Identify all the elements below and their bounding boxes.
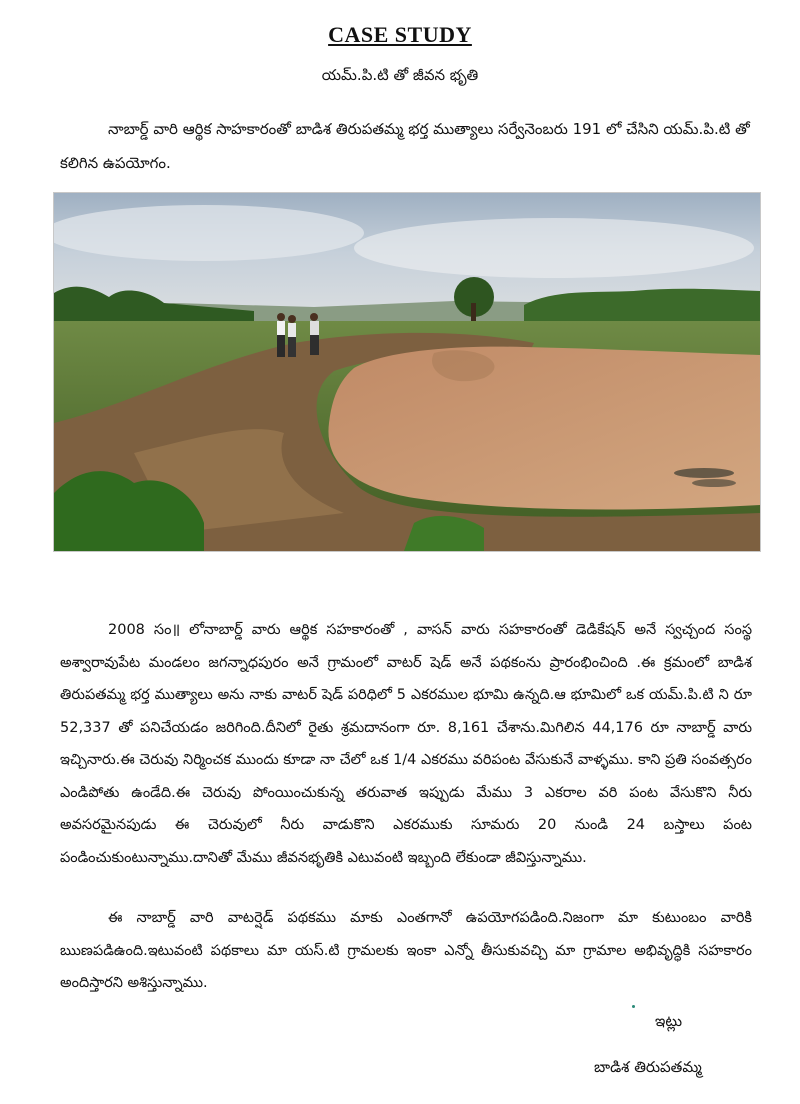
body-paragraph-1: 2008 సం॥ లోనాబార్డ్ వారు ఆర్థిక సహకారంతో , వాసన్ వారు సహకారంతో డెడికేషన్ అనే స్వచ్చంద సంస్థ అశ్వారావుపేట మండలం జగన్నాధపురం అనే గ్రామంలో వాటర్ షెడ్ అనే పథకంను ప్రారంభించింది .ఈ క్రమంలో బాడిశ తిరుపతమ్మ భర్త ముత్యాలు అను నాకు వాటర్ షెడ్ పరిధిలో 5 ఎకరముల భూమి ఉన్నది.ఆ భూమిలో ఒక యమ్.పి.టి ని రూ 52,337 తో పనిచేయడం జరిగింది.దీనిలో రైతు శ్రమదానంగా రూ. 8,161 చేశాను.మిగిలిన 44,176 రూ నాబార్డ్ వారు ఇచ్చినారు.ఈ చెరువు నిర్మించక ముందు కూడా నా చేలో ఒక 1/4 ఎకరము వరిపంట వేసుకునే వాళ్ళము. కాని ప్రతి సంవత్సరం ఎండిపోతు ఉండేది.ఈ చెరువు పోంయించుకున్న తరువాత ఇప్పుడు మేము 3 ఎకరాల వరి పంట వేసుకొని నీరు అవసరమైనపుడు ఈ చెరువులో నీరు వాడుకొని ఎకరముకు సూమరు 20 నుండి 24 బస్తాలు పంట పండించుకుంటున్నాము.దానితో మేము జీవనభృతికి ఎటువంటి ఇబ్బంది లేకుండా జీవిస్తున్నాము.	[60, 622, 752, 866]
document-title: CASE STUDY	[328, 22, 472, 47]
document-subtitle: యమ్.పి.టి తో జీవన భృతి	[321, 66, 479, 84]
closing-text: ఇట్లు	[655, 1012, 683, 1030]
intro-paragraph: నాబార్డ్ వారి ఆర్థిక సాహకారంతో బాడిశ తిరుపతమ్మ భర్త ముత్యాలు సర్వేనెంబరు 191 లో చేసిని యమ్.పి.టి తో కలిగిన ఉపయోగం.	[60, 120, 750, 172]
ink-speck	[632, 1005, 635, 1008]
farm-pond-photo	[53, 192, 761, 552]
signature-name: బాడిశ తిరుపతమ్మ	[594, 1058, 702, 1076]
body-paragraph-2: ఈ నాబార్డ్ వారి వాటర్షెడ్ పథకము మాకు ఎంతగానో ఉపయోగపడింది.నిజంగా మా కుటుంబం వారికి ఋణపడిఉంది.ఇటువంటి పథకాలు మా యస్.టి గ్రామలకు ఇంకా ఎన్నో తీసుకువచ్చి మా గ్రామాల అభివృద్ధికి సహకారం అందిస్తారని అశిస్తున్నాము.	[60, 910, 752, 991]
